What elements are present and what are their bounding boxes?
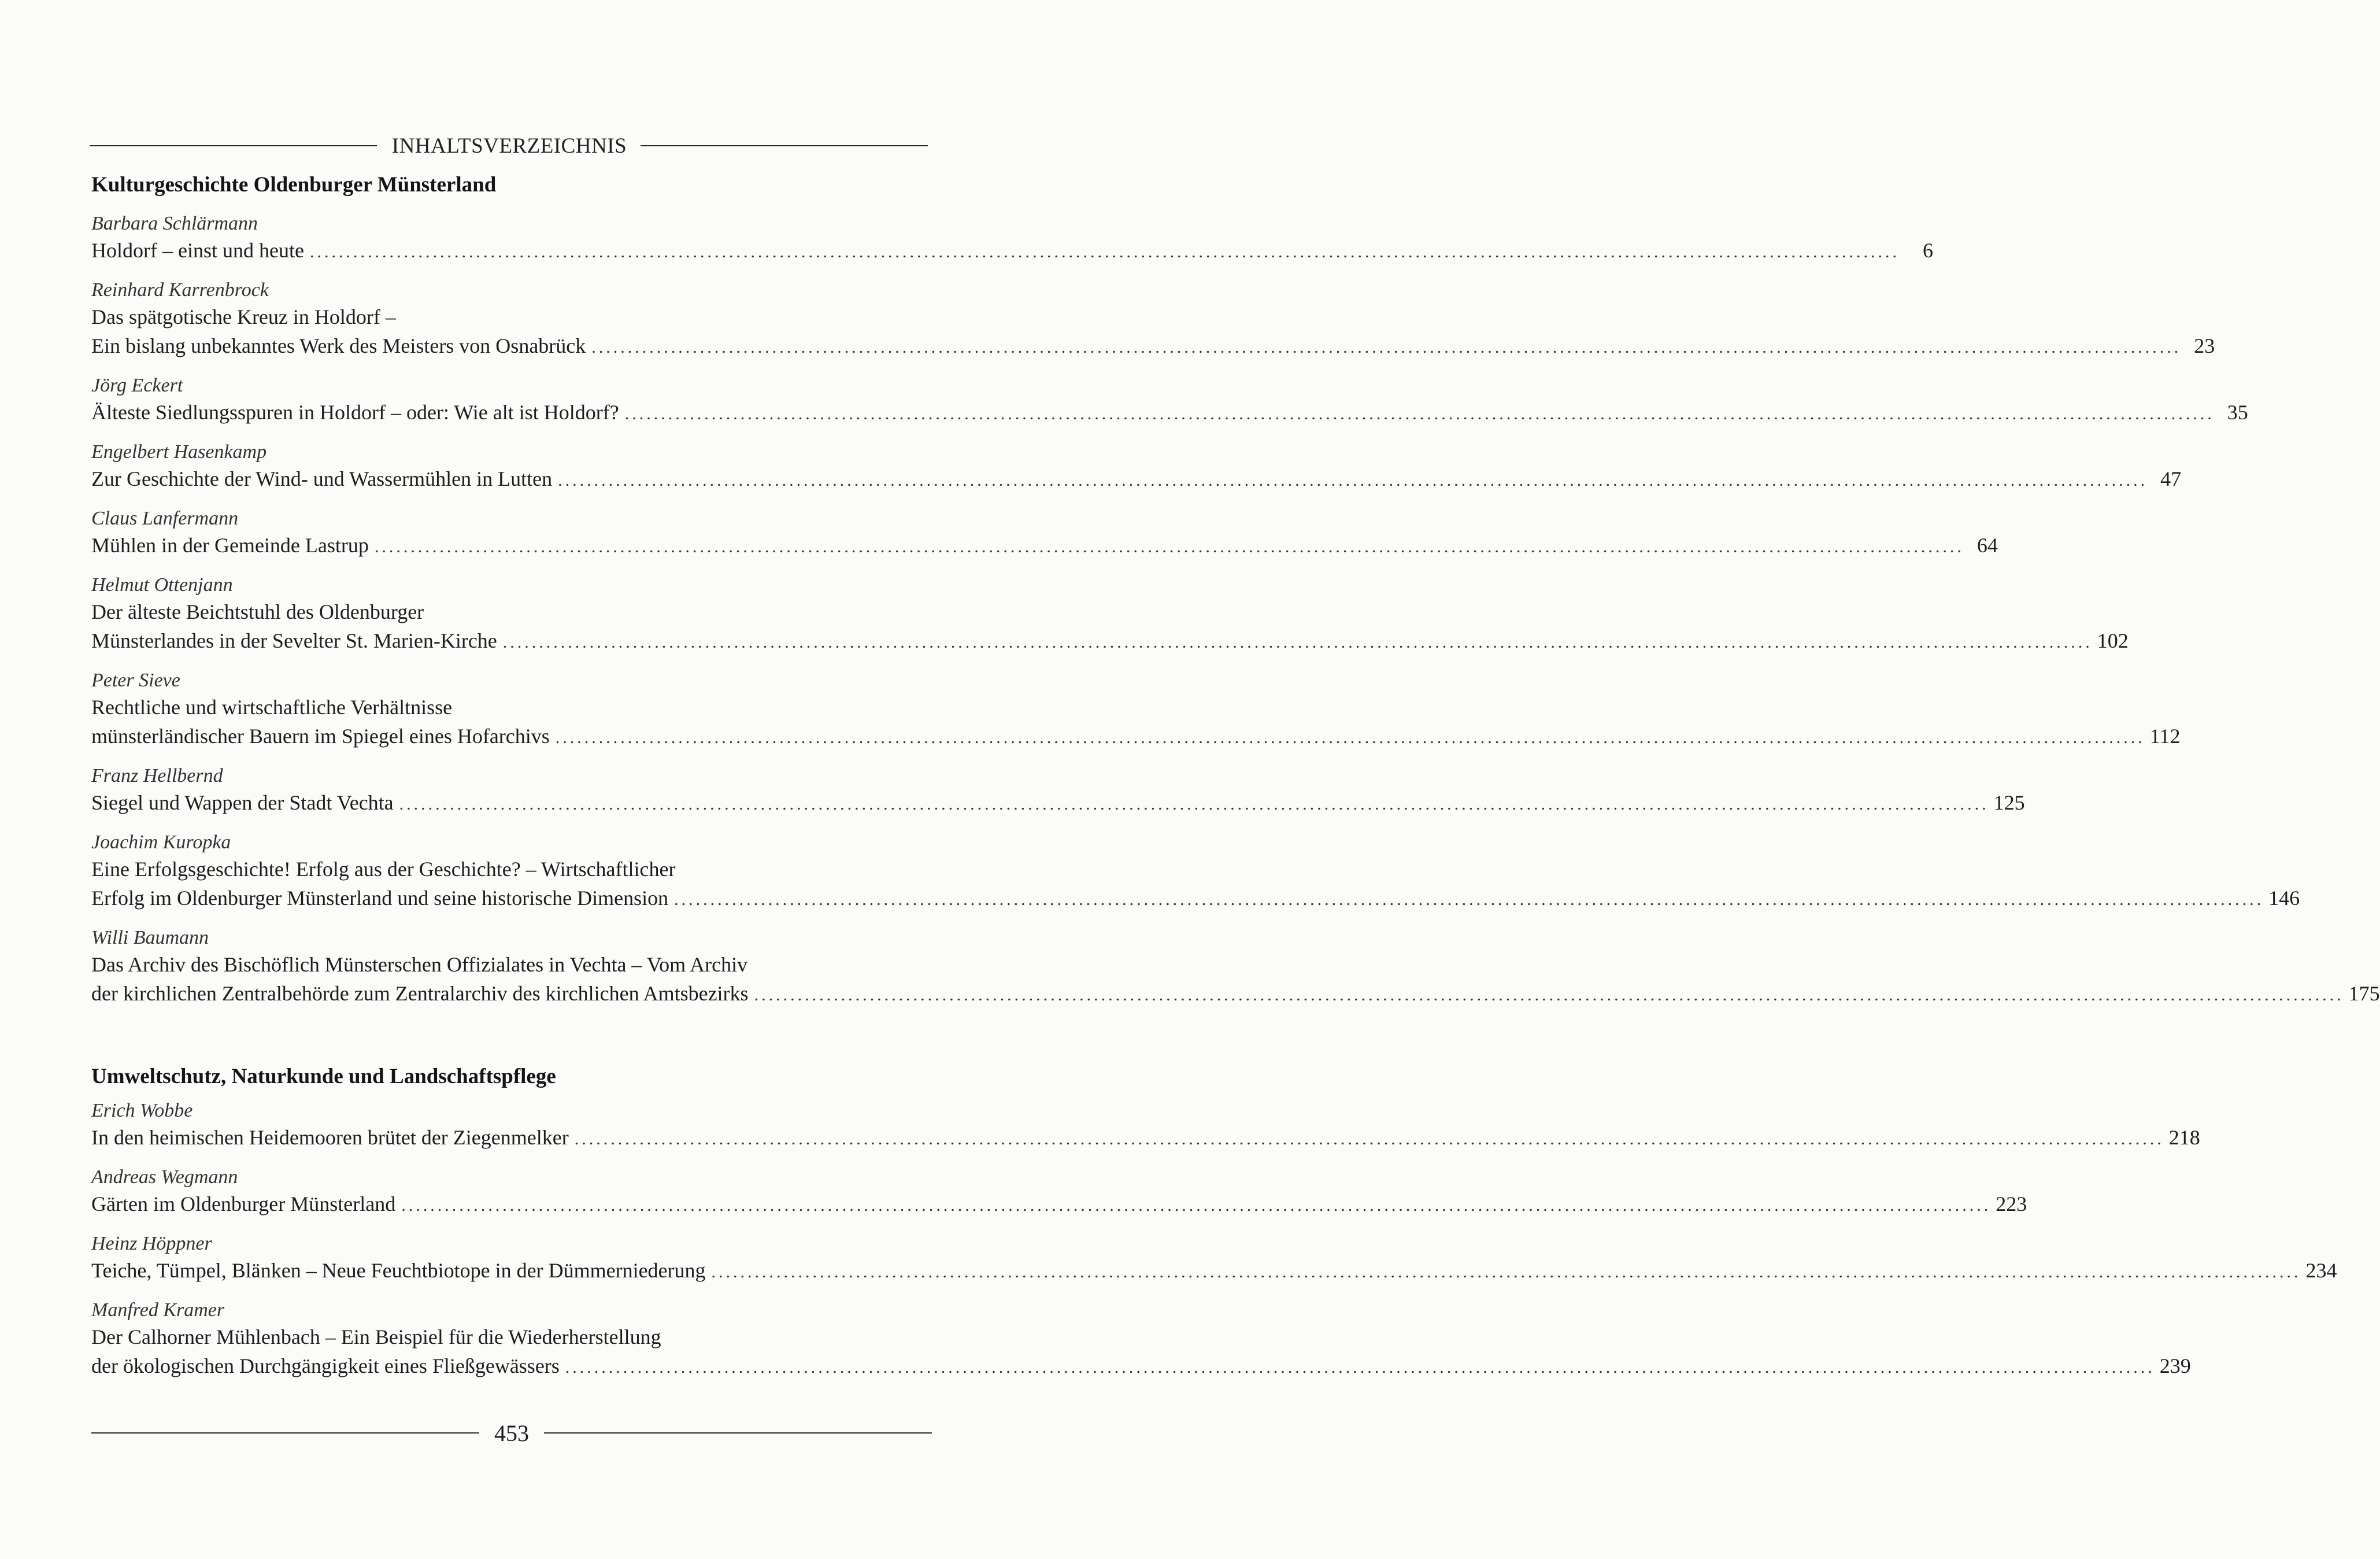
entry-title: Älteste Siedlungsspuren in Holdorf – oder: Wie alt ist Holdorf? bbox=[91, 401, 619, 424]
entry-page-number: 175 bbox=[2348, 982, 2380, 1005]
entry-title: Ein bislang unbekanntes Werk des Meisters von Osnabrück bbox=[91, 334, 586, 357]
entry-title: Der älteste Beichtstuhl des Oldenburger bbox=[91, 600, 424, 623]
entry-author: Reinhard Karrenbrock bbox=[91, 279, 269, 301]
entry-author: Helmut Ottenjann bbox=[91, 574, 233, 596]
page-title: INHALTSVERZEICHNIS bbox=[391, 134, 627, 158]
entry-title: Teiche, Tümpel, Blänken – Neue Feuchtbiotope in der Dümmerniederung bbox=[91, 1259, 706, 1282]
dot-leader: ............................................................................................................................................................................................................................ bbox=[399, 795, 1989, 814]
toc-entry bbox=[91, 926, 2380, 1010]
toc-entry bbox=[91, 278, 2215, 362]
entry-title-line bbox=[91, 884, 2300, 914]
entry-title: Münsterlandes in der Sevelter St. Marien-Kirche bbox=[91, 629, 497, 652]
dot-leader: ............................................................................................................................................................................................................................ bbox=[401, 1196, 1992, 1215]
entry-title-line bbox=[91, 398, 2248, 428]
entry-title-line bbox=[91, 531, 1998, 561]
entry-title-line bbox=[91, 788, 2025, 819]
entry-author: Joachim Kuropka bbox=[91, 832, 231, 853]
entry-author: Heinz Höppner bbox=[91, 1233, 212, 1254]
dot-leader: ............................................................................................................................................................................................................................ bbox=[558, 471, 2148, 490]
entry-title-line bbox=[91, 331, 2215, 362]
dot-leader: ............................................................................................................................................................................................................................ bbox=[674, 890, 2264, 909]
section-title: Umweltschutz, Naturkunde und Landschaftspflege bbox=[91, 1065, 556, 1088]
dot-leader: ............................................................................................................................................................................................................................ bbox=[502, 633, 2093, 652]
entry-title: Zur Geschichte der Wind- und Wassermühlen in Lutten bbox=[91, 467, 553, 490]
entry-page-number: 23 bbox=[2194, 334, 2215, 357]
toc-entry bbox=[91, 212, 1933, 267]
entry-page-number: 223 bbox=[1996, 1192, 2027, 1216]
footer-rule-right bbox=[544, 1432, 932, 1434]
entry-title: Gärten im Oldenburger Münsterland bbox=[91, 1192, 396, 1216]
page-footer bbox=[91, 1416, 932, 1450]
entry-author: Claus Lanfermann bbox=[91, 508, 239, 529]
entry-title-line bbox=[91, 464, 2182, 495]
dot-leader: ............................................................................................................................................................................................................................ bbox=[624, 404, 2215, 423]
entry-title: Das spätgotische Kreuz in Holdorf – bbox=[91, 305, 396, 328]
entry-page-number: 125 bbox=[1993, 791, 2025, 814]
entry-title: Der Calhorner Mühlenbach – Ein Beispiel für die Wiederherstellung bbox=[91, 1325, 661, 1349]
running-header bbox=[90, 128, 928, 163]
entry-title-line bbox=[91, 236, 1933, 267]
entry-title-line bbox=[91, 1189, 2027, 1220]
entry-author: Andreas Wegmann bbox=[91, 1166, 238, 1188]
entry-title: der kirchlichen Zentralbehörde zum Zentralarchiv des kirchlichen Amtsbezirks bbox=[91, 982, 749, 1005]
entry-title: Siegel und Wappen der Stadt Vechta bbox=[91, 791, 394, 814]
toc-entry bbox=[91, 1165, 2027, 1220]
entry-title: Das Archiv des Bischöflich Münsterschen Offizialates in Vechta – Vom Archiv bbox=[91, 953, 748, 976]
entry-page-number: 112 bbox=[2149, 725, 2181, 748]
toc-entry bbox=[91, 1232, 2337, 1287]
header-rule-left bbox=[90, 145, 377, 146]
entry-title-line bbox=[91, 1256, 2337, 1287]
dot-leader: ............................................................................................................................................................................................................................ bbox=[711, 1262, 2301, 1281]
entry-page-number: 35 bbox=[2227, 401, 2248, 424]
entry-title: Mühlen in der Gemeinde Lastrup bbox=[91, 534, 369, 557]
entry-title-line bbox=[91, 979, 2380, 1010]
dot-leader: ............................................................................................................................................................................................................................ bbox=[591, 338, 2182, 357]
entry-page-number: 64 bbox=[1976, 534, 1998, 557]
entry-title-line bbox=[91, 722, 2181, 752]
toc-entry bbox=[91, 374, 2248, 428]
header-rule-right bbox=[641, 145, 928, 146]
entry-author: Willi Baumann bbox=[91, 927, 209, 948]
footer-rule-left bbox=[91, 1432, 479, 1434]
table-of-contents bbox=[91, 171, 2380, 1394]
entry-page-number: 47 bbox=[2160, 467, 2182, 490]
page-number: 453 bbox=[494, 1420, 529, 1446]
entry-title: Eine Erfolgsgeschichte! Erfolg aus der Geschichte? – Wirtschaftlicher bbox=[91, 858, 676, 881]
entry-title: der ökologischen Durchgängigkeit eines Fließgewässers bbox=[91, 1354, 560, 1377]
entry-page-number: 102 bbox=[2097, 629, 2129, 652]
entry-page-number: 6 bbox=[1922, 239, 1933, 262]
section-title: Kulturgeschichte Oldenburger Münsterland bbox=[91, 173, 497, 197]
entry-author: Barbara Schlärmann bbox=[91, 213, 258, 234]
entry-author: Erich Wobbe bbox=[91, 1100, 193, 1121]
toc-entry bbox=[91, 830, 2300, 914]
dot-leader: ............................................................................................................................................................................................................................ bbox=[754, 985, 2344, 1004]
toc-entry bbox=[91, 764, 2025, 819]
entry-page-number: 146 bbox=[2268, 886, 2300, 910]
entry-title-line bbox=[91, 1123, 2200, 1154]
dot-leader: ............................................................................................................................................................................................................................ bbox=[565, 1358, 2155, 1377]
entry-page-number: 234 bbox=[2305, 1259, 2337, 1282]
entry-title: Erfolg im Oldenburger Münsterland und seine historische Dimension bbox=[91, 886, 669, 910]
entry-title: Holdorf – einst und heute bbox=[91, 239, 304, 262]
toc-entry bbox=[91, 440, 2182, 495]
entry-title: münsterländischer Bauern im Spiegel eines Hofarchivs bbox=[91, 725, 550, 748]
dot-leader: ............................................................................................................................................................................................................................ bbox=[574, 1129, 2164, 1148]
dot-leader: ............................................................................................................................................................................................................................ bbox=[555, 728, 2145, 747]
entry-title: In den heimischen Heidemooren brütet der Ziegenmelker bbox=[91, 1126, 569, 1149]
toc-entry bbox=[91, 1298, 2191, 1382]
entry-author: Engelbert Hasenkamp bbox=[91, 441, 267, 463]
entry-author: Jörg Eckert bbox=[91, 375, 183, 396]
entry-author: Franz Hellbernd bbox=[91, 765, 223, 786]
toc-entry bbox=[91, 1099, 2200, 1154]
dot-leader: ............................................................................................................................................................................................................................ bbox=[374, 537, 1964, 556]
entry-page-number: 239 bbox=[2159, 1354, 2191, 1377]
dot-leader: ............................................................................................................................................................................................................................ bbox=[309, 242, 1900, 261]
toc-entry bbox=[91, 507, 1998, 561]
entry-title: Rechtliche und wirtschaftliche Verhältnisse bbox=[91, 696, 453, 719]
entry-title-line bbox=[91, 626, 2129, 657]
entry-title-line bbox=[91, 1351, 2191, 1382]
entry-author: Peter Sieve bbox=[91, 670, 180, 691]
toc-entry bbox=[91, 668, 2181, 752]
toc-entry bbox=[91, 573, 2129, 657]
entry-page-number: 218 bbox=[2168, 1126, 2200, 1149]
entry-author: Manfred Kramer bbox=[91, 1299, 225, 1321]
